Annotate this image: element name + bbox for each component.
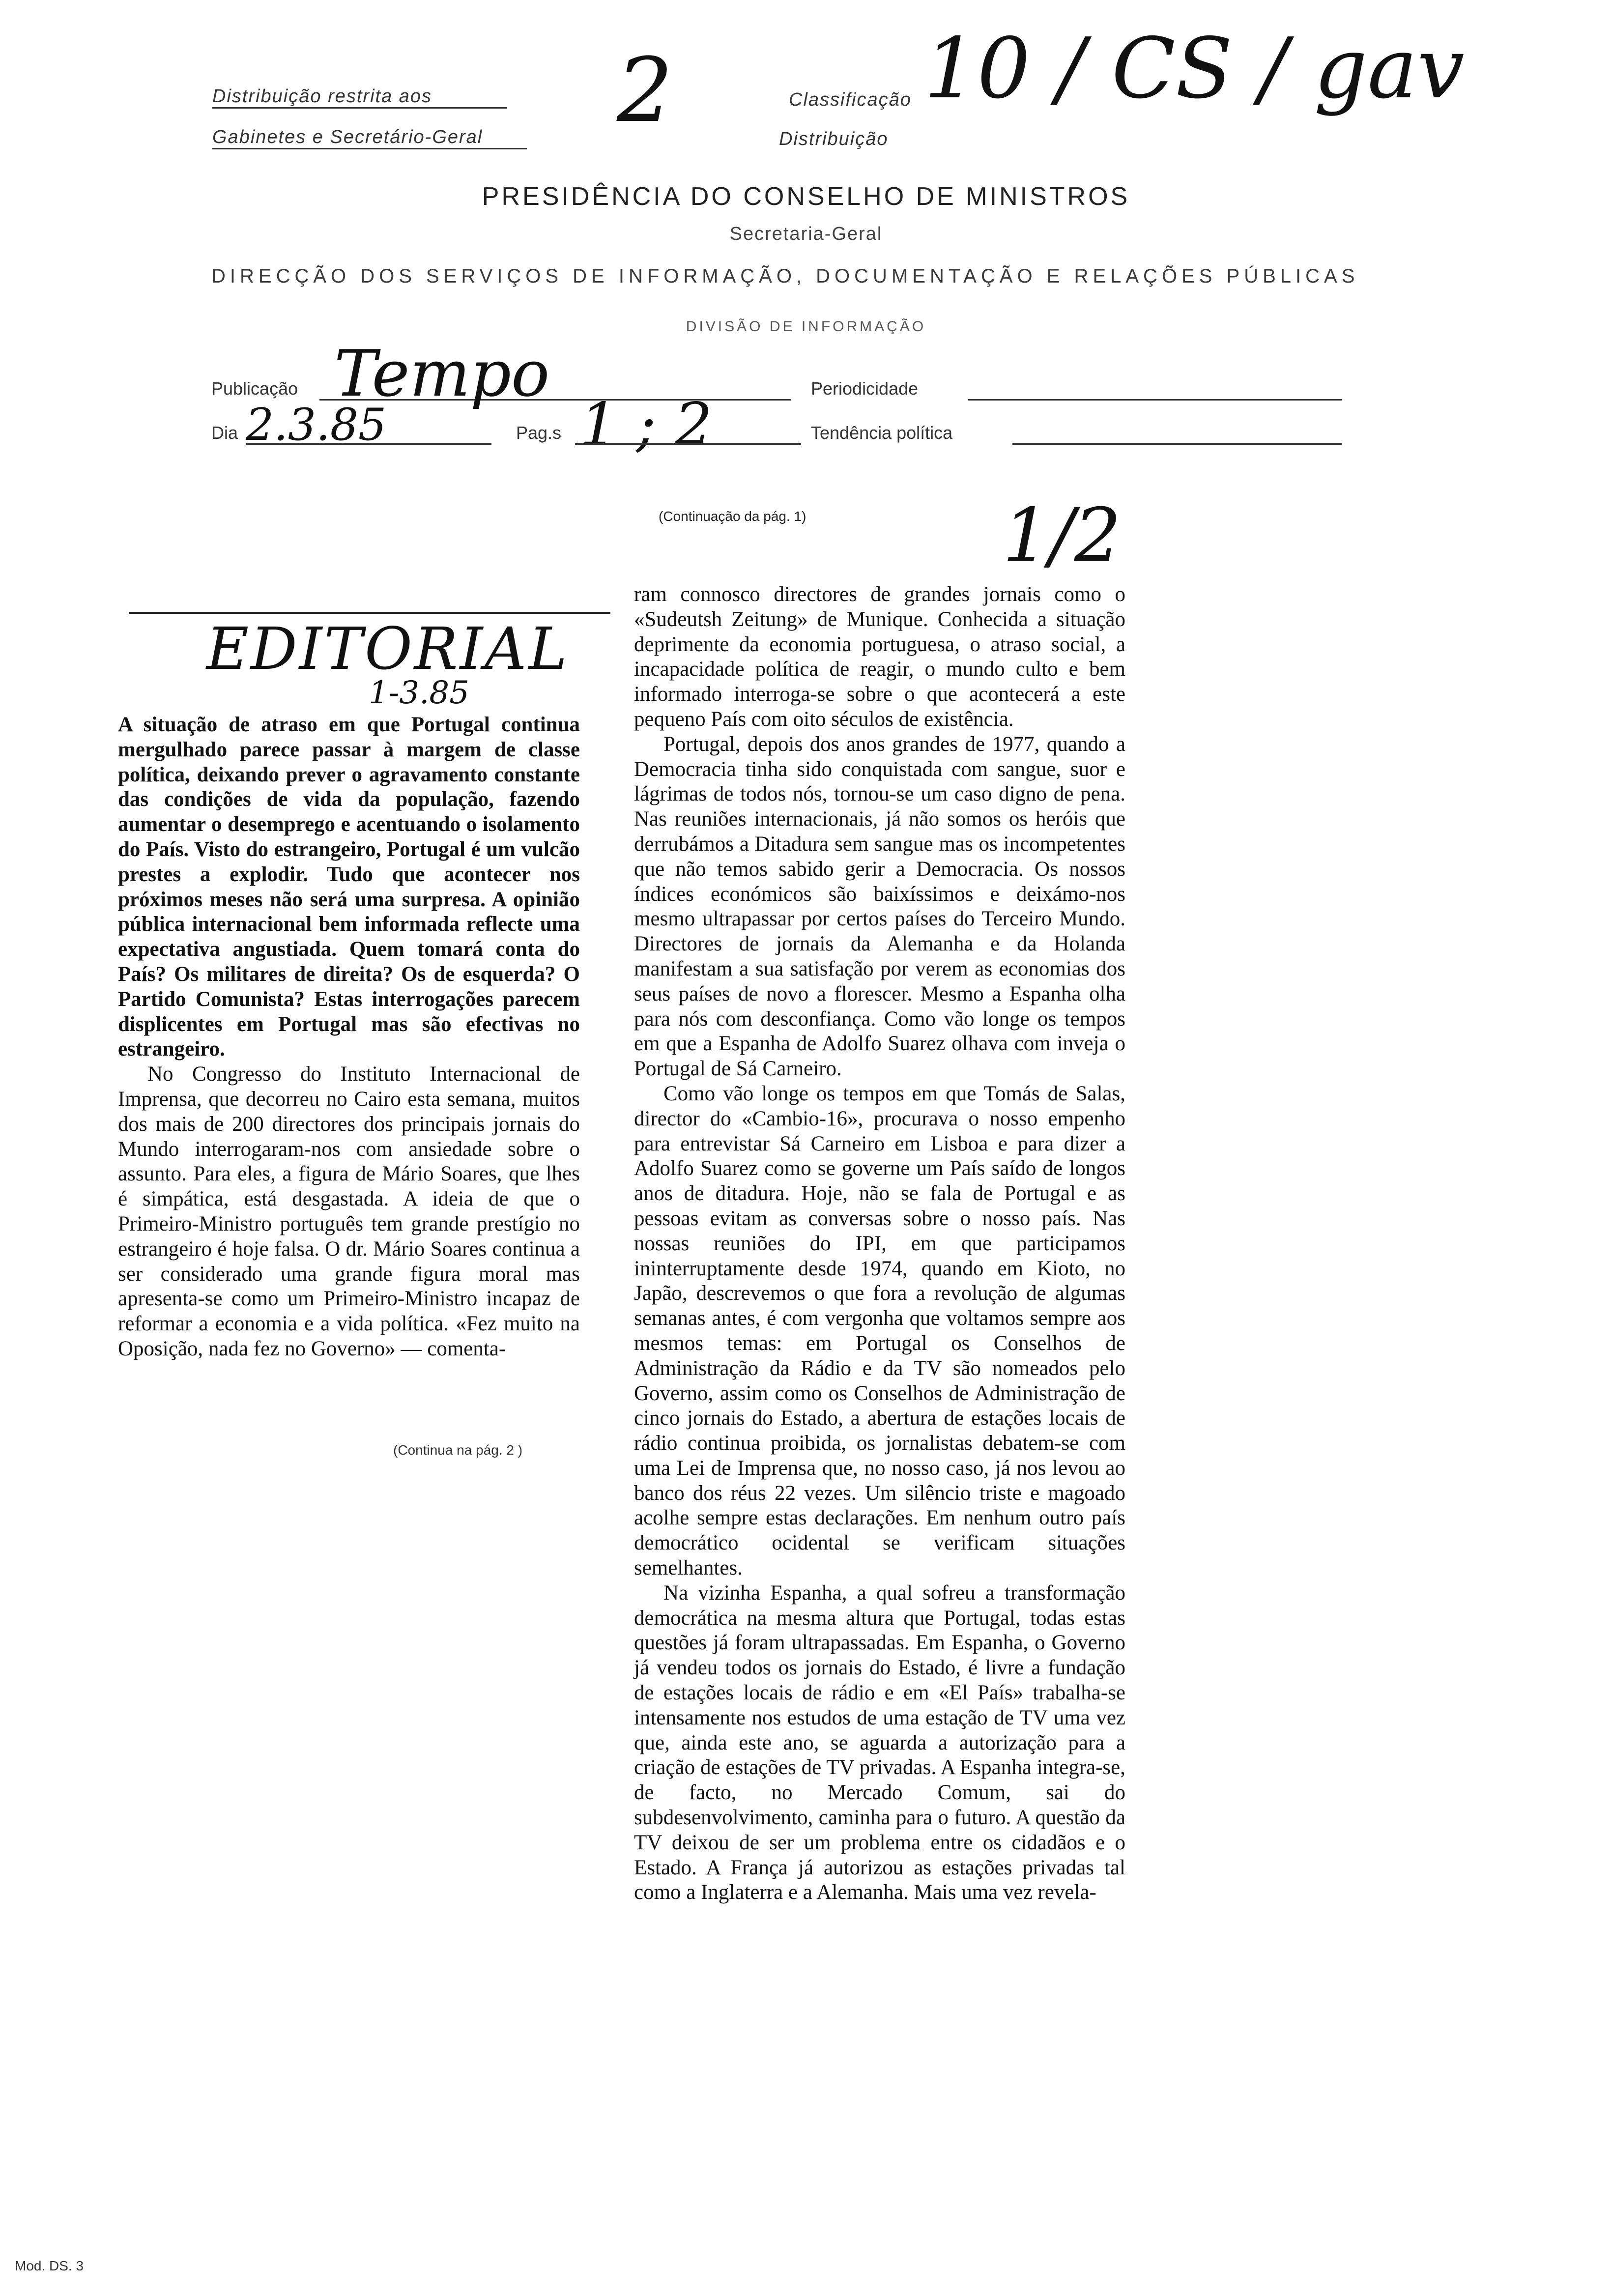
editorial-paragraph: Portugal, depois dos anos grandes de 1977, quando a Democracia tinha sido conquistada com sangue, suor e lágrimas de todos nós, tornou-se um caso digno de pena. Nas reuniões internacionais, já não somos os heróis que derrubámos a Ditadura sem sangue mas os incompetentes que não temos sabido gerir a Democracia. Os nossos índices económicos são baixíssimos e deixámo-nos mesmo ultrapassar por certos países do Terceiro Mundo. Directores de jornais da Alemanha e da Holanda manifestam a sua satisfação por verem as economias dos seus países de novo a florescer. Mesmo a Espanha olha para nós com desconfiança. Como vão longe os tempos em que a Espanha de Adolfo Suarez olhava com inveja o Portugal de Sá Carneiro. bbox=[634, 732, 1125, 1081]
pages-line bbox=[575, 443, 801, 445]
editorial-paragraph: ram connosco directores de grandes jornais como o «Sudeutsh Zeitung» de Munique. Conhecida a situação deprimente da economia portuguesa, o atraso social, a incapacidade política de reagir, o mundo culto e bem informado interroga-se sobre o que acontecerá a este pequeno País com oito séculos de existência. bbox=[634, 583, 1125, 731]
page-title: PRESIDÊNCIA DO CONSELHO DE MINISTROS bbox=[482, 182, 1130, 211]
editorial-paragraph: Na vizinha Espanha, a qual sofreu a transformação democrática na mesma altura que Portugal, todas estas questões já foram ultrapassadas. Em Espanha, o Governo já vendeu todos os jornais do Estado, é livre a fundação de estações locais de rádio e em «El País» trabalha-se intensamente nos estudos de uma estação de TV uma vez que, ainda este ano, se aguarda a autorização para a criação de estações de TV privadas. A Espanha integra-se, de facto, no Mercado Comum, sai do subdesenvolvimento, caminha para o futuro. A questão da TV deixou de ser um problema entre os cidadãos e o Estado. A França já autorizou as estações privadas tal como a Inglaterra e a Alemanha. Mais uma vez revela- bbox=[634, 1581, 1125, 1904]
publication-label: Publicação bbox=[211, 378, 298, 399]
day-label: Dia bbox=[211, 423, 238, 443]
form-code: Mod. DS. 3 bbox=[15, 2258, 84, 2273]
distribution-restricted-line2: Gabinetes e Secretário-Geral bbox=[212, 127, 527, 149]
editorial-top-rule bbox=[129, 612, 610, 614]
handwritten-classification: 10 / CS / gav bbox=[924, 20, 1465, 117]
publication-value: Tempo bbox=[334, 336, 550, 411]
editorial-paragraph: Como vão longe os tempos em que Tomás de Salas, director do «Cambio-16», procurava o nosso empenho para entrevistar Sá Carneiro em Lisboa e para dizer a Adolfo Suarez como se governe um País saído de longos anos de ditadura. Hoje, não se fala de Portugal e as pessoas evitam as conversas sobre o nosso país. Nas nossas reuniões do IPI, em que participamos ininterruptamente desde 1974, quando em Kioto, no Japão, descrevemos o que fora a revolução de algumas semanas antes, é com vergonha que voltamos sempre aos mesmos temas: em Portugal os Conselhos de Administração da Rádio e da TV são nomeados pelo Governo, assim como os Conselhos de Administração de cinco jornais do Estado, a abertura de estações locais de rádio continua proibida, os jornalistas debatem-se com uma Lei de Imprensa que, no nosso caso, já nos levou ao banco dos réus 22 vezes. Um silêncio triste e magoado acolhe sempre estas declarações. Em nenhum outro país democrático ocidental se verificam situações semelhantes. bbox=[634, 1082, 1125, 1580]
day-value: 2.3.85 bbox=[246, 399, 387, 451]
tendency-line bbox=[1012, 443, 1342, 445]
distribution-label: Distribuição bbox=[779, 129, 889, 149]
handwritten-mark: 1/2 bbox=[1003, 493, 1122, 578]
tendency-label: Tendência política bbox=[811, 423, 953, 443]
day-line bbox=[246, 443, 491, 445]
periodicity-line bbox=[968, 399, 1342, 401]
division-line: DIVISÃO DE INFORMAÇÃO bbox=[686, 318, 926, 335]
periodicity-label: Periodicidade bbox=[811, 378, 919, 399]
continues-note: (Continua na pág. 2 ) bbox=[393, 1442, 523, 1458]
classification-label: Classificação bbox=[789, 89, 912, 110]
editorial-date: 1-3.85 bbox=[369, 675, 469, 711]
editorial-column-right bbox=[634, 582, 1125, 1905]
editorial-paragraph: No Congresso do Instituto Internacional de Imprensa, que decorreu no Cairo esta semana, muitos dos mais de 200 directores dos principais jornais do Mundo interrogaram-nos com ansiedade sobre o assunto. Para eles, a figura de Mário Soares, que lhes é simpática, está desgastada. A ideia de que o Primeiro-Ministro português tem grande prestígio no estrangeiro é hoje falsa. O dr. Mário Soares continua a ser considerado uma grande figura moral mas apresenta-se como um Primeiro-Ministro incapaz de reformar a economia e a vida política. «Fez muito na Oposição, nada fez no Governo» — comenta- bbox=[118, 1062, 580, 1360]
editorial-column-left bbox=[118, 713, 580, 1362]
pages-label: Pag.s bbox=[516, 423, 562, 443]
editorial-paragraph: A situação de atraso em que Portugal continua mergulhado parece passar à margem de classe política, deixando prever o agravamento constante das condições de vida da população, fazendo aumentar o desemprego e acentuando o isolamento do País. Visto do estrangeiro, Portugal é um vulcão prestes a explodir. Tudo que acontecer nos próximos meses não será uma surpresa. A opinião pública internacional bem informada reflecte uma expectativa angustiada. Quem tomará conta do País? Os militares de direita? Os de esquerda? O Partido Comunista? Estas interrogações parecem displicentes em Portugal mas são efectivas no estrangeiro. bbox=[118, 713, 580, 1061]
pages-value: 1 ; 2 bbox=[580, 391, 713, 459]
continuation-note: (Continuação da pág. 1) bbox=[659, 509, 806, 524]
editorial-heading: EDITORIAL bbox=[206, 615, 569, 683]
direction-line: DIRECÇÃO DOS SERVIÇOS DE INFORMAÇÃO, DOCUMENTAÇÃO E RELAÇÕES PÚBLICAS bbox=[211, 265, 1359, 287]
handwritten-page-number: 2 bbox=[617, 39, 673, 142]
subtitle: Secretaria-Geral bbox=[729, 224, 883, 244]
distribution-restricted-line1: Distribuição restrita aos bbox=[212, 86, 507, 109]
